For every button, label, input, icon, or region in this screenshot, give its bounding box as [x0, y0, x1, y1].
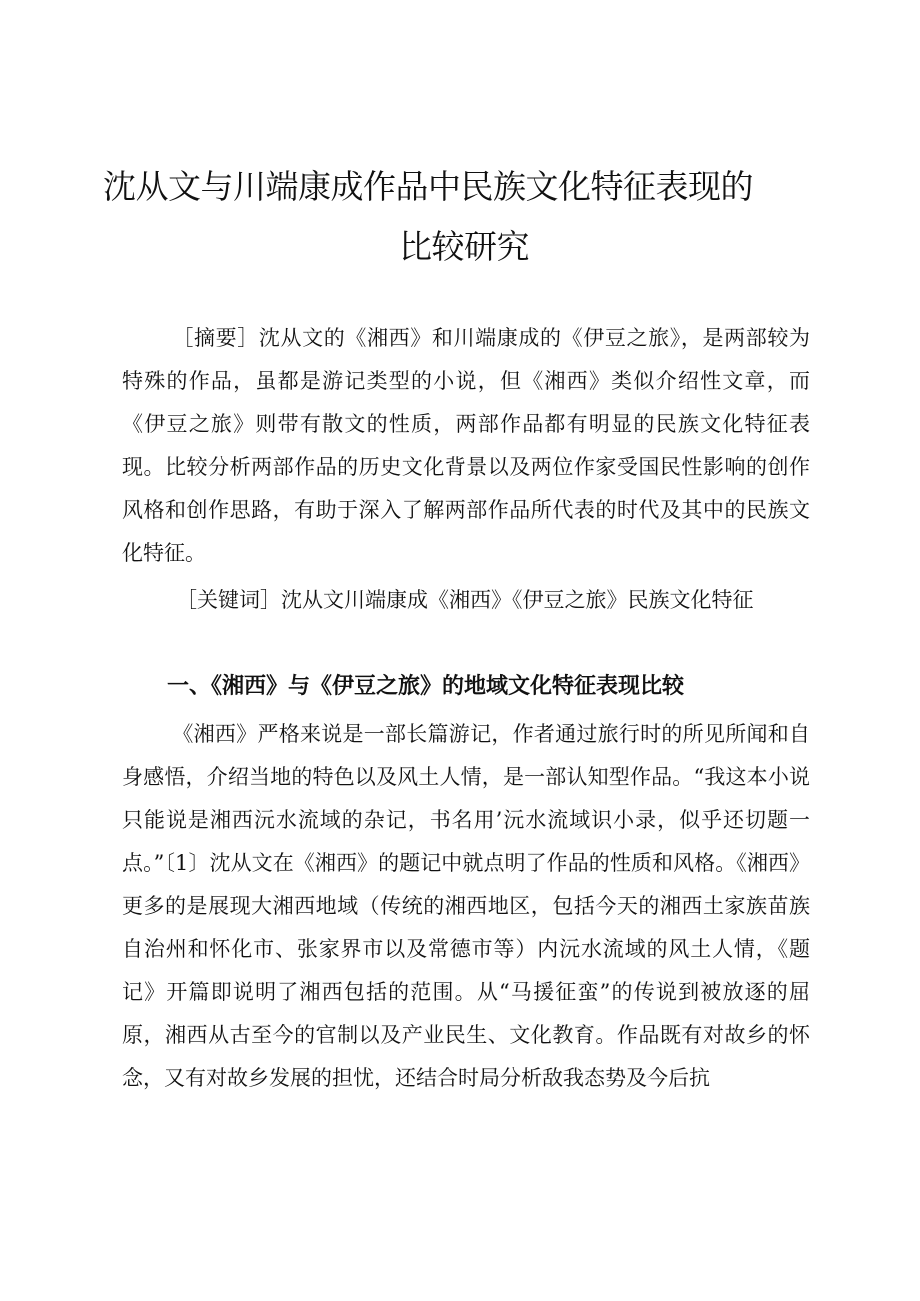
section-heading-1: 一、《湘西》与《伊豆之旅》的地域文化特征表现比较: [167, 674, 685, 699]
keywords-line: ［关键词］沈从文川端康成《湘西》《伊豆之旅》民族文化特征: [176, 588, 754, 612]
section-1-paragraph: 《湘西》严格来说是一部长篇游记，作者通过旅行时的所见所闻和自身感悟，介绍当地的特色以及风土人情，是一部认知型作品。“我这本小说只能说是湘西沅水流域的杂记，书名用’沅水流域识小录，似乎还切题一点。”〔1〕沈从文在《湘西》的题记中就点明了作品的性质和风格。《湘西》更多的是展现大湘西地域（传统的湘西地区，包括今天的湘西土家族苗族自治州和怀化市、张家界市以及常德市等）内沅水流域的风土人情，《题记》开篇即说明了湘西包括的范围。从“马援征蛮”的传说到被放逐的屈原，湘西从古至今的官制以及产业民生、文化教育。作品既有对故乡的怀念，又有对故乡发展的担忧，还结合时局分析敌我态势及今后抗: [122, 722, 810, 1090]
abstract-block: [122, 317, 810, 575]
paper-title-line-2: 比较研究: [399, 227, 529, 266]
paper-title-line-1: 沈从文与川端康成作品中民族文化特征表现的: [103, 167, 753, 206]
section-1-body: [122, 713, 810, 1100]
abstract-paragraph: ［摘要］沈从文的《湘西》和川端康成的《伊豆之旅》，是两部较为特殊的作品，虽都是游记类型的小说，但《湘西》类似介绍性文章，而《伊豆之旅》则带有散文的性质，两部作品都有明显的民族文化特征表现。比较分析两部作品的历史文化背景以及两位作家受国民性影响的创作风格和创作思路，有助于深入了解两部作品所代表的时代及其中的民族文化特征。: [122, 326, 810, 565]
